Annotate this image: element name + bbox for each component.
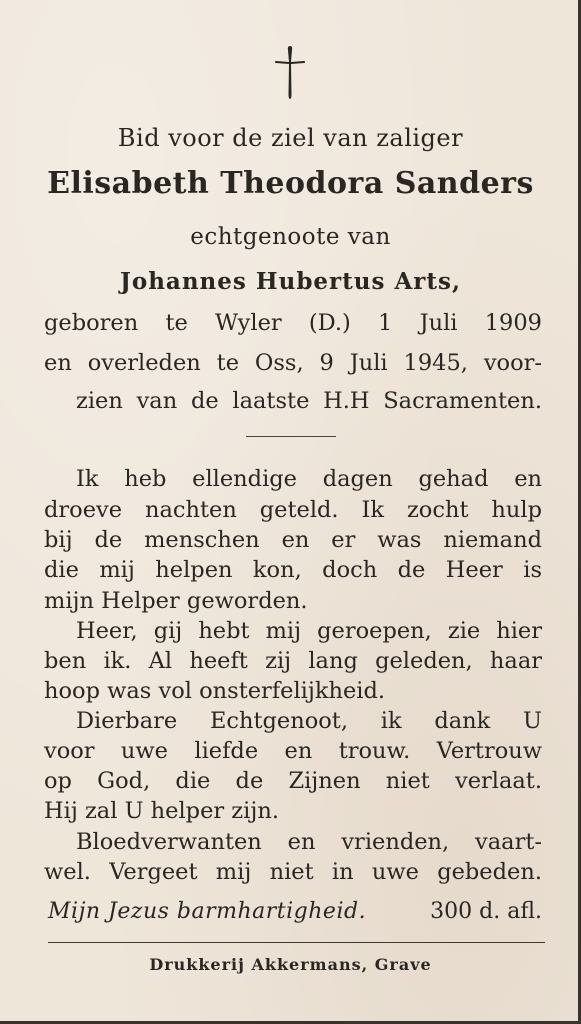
pray-line: Bid voor de ziel van zaliger	[117, 124, 464, 152]
footer-divider	[48, 942, 545, 943]
indulgence-prayer: Mijn Jezus barmhartigheid.	[48, 899, 367, 924]
divider	[246, 436, 336, 437]
indulgence-days: 300 d. afl.	[430, 899, 542, 924]
spouse-intro: echtgenoote van	[190, 224, 391, 250]
biography-line: geboren te Wyler (D.) 1 Juli 1909	[44, 310, 542, 336]
printer-credit: Drukkerij Akkermans, Grave	[149, 955, 432, 974]
verse-line: Dierbare Echtgenoot, ik dank U	[76, 708, 542, 734]
verse-line: Ik heb ellendige dagen gehad en	[76, 466, 542, 492]
cross-icon	[273, 44, 307, 100]
biography-line: en overleden te Oss, 9 Juli 1945, voor-	[44, 350, 542, 376]
verse-line: op God, die de Zijnen niet verlaat.	[44, 768, 542, 794]
verse-line: Heer, gij hebt mij geroepen, zie hier	[76, 618, 542, 644]
verse-line: mijn Helper geworden.	[44, 588, 308, 614]
deceased-name: Elisabeth Theodora Sanders	[47, 166, 534, 201]
verse-line: Hij zal U helper zijn.	[44, 798, 279, 824]
verse-line: ben ik. Al heeft zij lang geleden, haar	[44, 648, 542, 674]
indulgence-line	[48, 899, 542, 924]
verse-line: die mij helpen kon, doch de Heer is	[44, 557, 542, 583]
verse-line: bij de menschen en er was niemand	[44, 527, 542, 553]
verse-line: droeve nachten geteld. Ik zocht hulp	[44, 497, 542, 523]
biography-line: zien van de laatste H.H Sacramenten.	[76, 388, 542, 414]
verse-line: voor uwe liefde en trouw. Vertrouw	[44, 738, 542, 764]
verse-line: wel. Vergeet mij niet in uwe gebeden.	[44, 859, 542, 885]
spouse-name: Johannes Hubertus Arts,	[119, 268, 461, 295]
verse-line: hoop was vol onsterfelijkheid.	[44, 678, 386, 704]
verse-line: Bloedverwanten en vrienden, vaart-	[76, 829, 542, 855]
